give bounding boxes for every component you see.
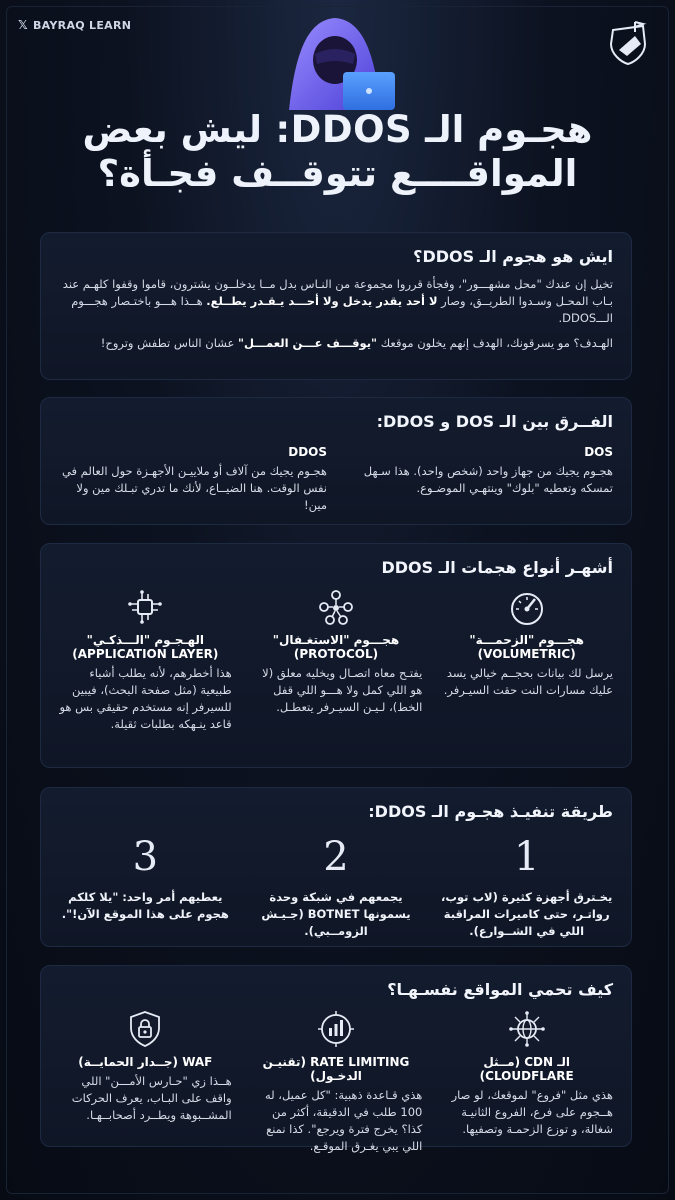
shield-lock-icon <box>125 1009 165 1049</box>
step-text: يجمعهم في شبكة وحدة يسمونها BOTNET (جـيـش الزومــبي). <box>261 890 411 938</box>
hooded-hacker-icon <box>275 14 400 114</box>
card-attack-types <box>40 543 632 768</box>
title-line-2: المواقــــع تتوقــف فجـأة؟ <box>97 152 578 195</box>
rate-limit-icon <box>316 1009 356 1049</box>
bayraq-logo-icon <box>605 20 651 66</box>
protection-title: WAF (جــدار الحمايــة) <box>78 1055 213 1069</box>
dos-text: هجـوم يجيك من جهاز واحد (شخص واحد). هذا سـهل تمسكه وتعطيه "بلوك" وينتهـي الموضـوع. <box>363 464 613 495</box>
brand <box>18 18 131 32</box>
type-title: الهـجـوم "الـــذكـي" (APPLICATION LAYER) <box>72 633 219 661</box>
card-what-is-ddos <box>40 232 632 380</box>
step-item <box>59 835 232 940</box>
protection-item <box>59 1009 232 1155</box>
ddos-text: هجـوم يجيك من آلاف أو ملاييـن الأجهـزة حول العالم في نفس الوقت. هنا الضيــاع، لأنك ما تدري تبـلك مين ولا مين! <box>61 464 327 512</box>
section-heading: الفــرق بين الـ DOS و DDOS: <box>376 412 613 431</box>
section-heading: كيف تحمي المواقع نفسـهـا؟ <box>387 980 613 999</box>
speedometer-icon <box>507 587 547 627</box>
card-dos-vs-ddos <box>40 397 632 525</box>
text-span: تخيل إن عندك "محل مشهـــور"، وفجأة قرروا مجموعة من النـاس بدل مــا يدخلــون يشترون، قاموا وقفوا كلهـم عند بـاب المحـل وسـدوا الطريــق، وصار <box>62 277 613 308</box>
steps-columns <box>59 835 613 940</box>
type-item <box>59 587 232 733</box>
dos-column <box>345 445 613 514</box>
step-number: 2 <box>323 834 349 880</box>
protection-text: هذي قـاعدة ذهبية: "كل عميل، له 100 طلب في الدقيقة، أكثر من كذا؟ يخرج فترة ويرجع". كذا نمنع اللي يبي يغـرق الموقـع. <box>264 1088 423 1153</box>
title-line-1: هجـوم الـ DDOS: ليش بعض <box>82 108 593 151</box>
dos-title: DOS <box>584 445 613 459</box>
protection-columns <box>59 1009 613 1155</box>
comparison-columns <box>59 445 613 514</box>
card-attack-steps <box>40 787 632 947</box>
types-columns <box>59 587 613 733</box>
step-text: يعطيهم أمر واحد: "يلا كلكم هجوم على هذا الموقع الآن!". <box>61 890 229 921</box>
protection-title: الـ CDN (مــثل CLOUDFLARE) <box>479 1055 574 1083</box>
type-title: هجـــوم "الاستغـفال" (PROTOCOL) <box>272 633 400 661</box>
emphasis-text: لا أحد يقدر يدخل ولا أحـــد يـقـدر يطــلع. <box>206 294 438 308</box>
goal-paragraph <box>59 335 613 352</box>
protection-text: هــذا زي "حـارس الأمـــن" اللي واقف على البـاب، يعرف الحركات المشــبوهة ويطــرد أصحابــهـا. <box>71 1074 232 1122</box>
type-text: يرسل لك بيانات بحجــم خيالي يسد عليك مسارات النت حقت السيـرفر. <box>443 666 613 697</box>
text-span: عشان الناس تطفش وتروح! <box>100 336 238 350</box>
card-protection <box>40 965 632 1153</box>
section-heading: أشهـر أنواع هجمات الـ DDOS <box>381 558 613 577</box>
text-span: هــذا هـــو باختـصار هجـــوم الـــDDOS. <box>71 294 613 325</box>
emphasis-text: "يوقـــف عـــن العمـــل" <box>238 336 378 350</box>
protection-item <box>250 1009 423 1155</box>
step-text: يخـترق أجهزة كثيرة (لاب توب، رواتـر، حتى كاميرات المراقبة اللي في الشــوارع). <box>441 890 613 938</box>
step-item <box>440 835 613 940</box>
ddos-column <box>59 445 327 514</box>
ddos-title: DDOS <box>288 445 327 459</box>
text-span: الهـدف؟ مو يسرقونك، الهدف إنهم يخلون موقعك <box>377 336 613 350</box>
protection-title: RATE LIMITING (تقنيـن الدخـول) <box>262 1055 410 1083</box>
type-text: يفتـح معاه اتصـال ويخليه معلق (لا هو اللي كمل ولا هـــو اللي قفل الخط)، لـيـن السيـرفر يتعطـل. <box>262 666 423 714</box>
circuit-chip-icon <box>125 587 165 627</box>
step-number: 1 <box>513 834 540 880</box>
protection-item <box>440 1009 613 1155</box>
globe-network-icon <box>507 1009 547 1049</box>
type-title: هجـــوم "الزحمـــة" (VOLUMETRIC) <box>469 633 584 661</box>
x-logo-icon: 𝕏 <box>18 18 28 32</box>
type-item <box>250 587 423 733</box>
section-heading: طريقة تنفيـذ هجـوم الـ DDOS: <box>368 802 613 821</box>
brand-name: BAYRAQ LEARN <box>32 19 132 32</box>
step-item <box>250 835 423 940</box>
network-nodes-icon <box>316 587 356 627</box>
type-item <box>440 587 613 733</box>
definition-paragraph <box>59 276 613 327</box>
step-number: 3 <box>132 834 159 880</box>
type-text: هذا أخطرهم، لأنه يطلب أشياء طبيعية (مثل صفحة البحث)، فيبين للسيرفر إنه مستخدم حقيقي بس هو قاعد ينـهكه بطلبات ثقيلة. <box>59 666 232 731</box>
protection-text: هذي مثل "فروع" لموقعك، لو صار هــجوم على فرع، الفروع الثانيـة شغالة، و توزع الزحمـة وتصفيها. <box>451 1088 613 1136</box>
page-title <box>40 108 635 196</box>
section-heading: ايش هو هجوم الـ DDOS؟ <box>413 247 613 266</box>
